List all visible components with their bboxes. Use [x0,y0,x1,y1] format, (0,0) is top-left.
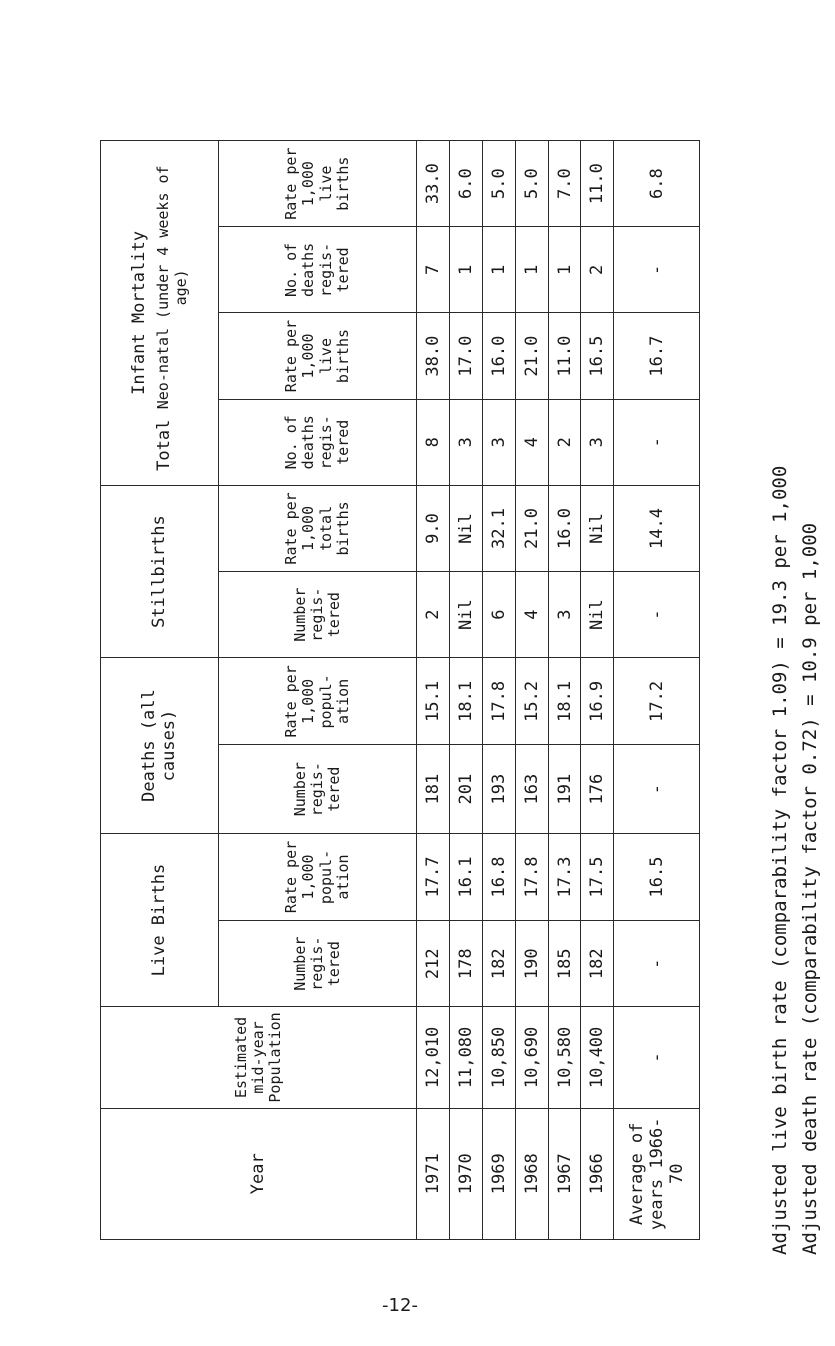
cell-lb-number: 185 [548,921,581,1007]
cell-d-number: 176 [581,745,614,833]
cell-sb-number: 6 [482,572,515,658]
cell-lb-number: 190 [515,921,548,1007]
live-births-header: Live Births [101,833,219,1006]
cell-sb-number: Nil [449,572,482,658]
cell-year: 1967 [548,1108,581,1239]
table-row [449,141,482,1240]
cell-d-rate: 16.9 [581,658,614,745]
cell-im-total-rate: 17.0 [449,313,482,399]
cell-sb-number: - [614,572,700,658]
vital-statistics-table-rotated [100,140,700,1240]
footnotes [765,315,835,1255]
cell-im-nn-deaths: - [614,227,700,313]
table-body [416,141,699,1240]
cell-d-rate: 17.8 [482,658,515,745]
year-header: Year [101,1108,417,1239]
cell-im-total-rate: 16.7 [614,313,700,399]
im-nn-rate-header: Rate per 1,000 live births [219,141,416,227]
lb-number-header: Number regis-tered [219,921,416,1007]
infant-total-header: Total [154,419,175,471]
cell-im-nn-rate: 33.0 [416,141,449,227]
table-row [614,141,700,1240]
adjusted-birth-rate-note: Adjusted live birth rate (comparability factor 1.09) = 19.3 per 1,000 [769,465,791,1255]
deaths-header: Deaths (all causes) [101,658,219,834]
cell-sb-number: Nil [581,572,614,658]
table-row [416,141,449,1240]
d-number-header: Number regis-tered [219,745,416,833]
cell-im-total-rate: 16.0 [482,313,515,399]
cell-im-total-deaths: 4 [515,399,548,485]
cell-im-nn-rate: 11.0 [581,141,614,227]
cell-lb-number: 212 [416,921,449,1007]
cell-d-number: - [614,745,700,833]
im-total-deaths-header: No. of deaths regis-tered [219,399,416,485]
infant-mortality-title: Infant Mortality [128,231,149,395]
cell-year: 1968 [515,1108,548,1239]
sb-number-header: Number regis-tered [219,572,416,658]
cell-im-nn-deaths: 1 [548,227,581,313]
cell-sb-rate: 32.1 [482,485,515,571]
cell-year: 1970 [449,1108,482,1239]
adjusted-death-rate-note: Adjusted death rate (comparability factor 0.72) = 10.9 per 1,000 [799,522,821,1255]
cell-population: - [614,1007,700,1108]
cell-population: 10,400 [581,1007,614,1108]
cell-lb-number: 182 [482,921,515,1007]
cell-im-nn-rate: 6.8 [614,141,700,227]
cell-lb-rate: 17.7 [416,833,449,920]
cell-im-total-rate: 16.5 [581,313,614,399]
cell-im-nn-deaths: 1 [515,227,548,313]
header-row-groups [101,141,219,1240]
cell-lb-rate: 17.5 [581,833,614,920]
cell-sb-number: 4 [515,572,548,658]
cell-im-nn-deaths: 7 [416,227,449,313]
im-nn-deaths-header: No. of deaths regis-tered [219,227,416,313]
stillbirths-header: Stillbirths [101,485,219,657]
cell-lb-number: 182 [581,921,614,1007]
cell-im-total-deaths: 3 [449,399,482,485]
cell-im-total-deaths: 3 [581,399,614,485]
neonatal-header: Neo-natal (under 4 weeks of age) [154,165,190,410]
cell-d-rate: 15.1 [416,658,449,745]
cell-im-total-rate: 11.0 [548,313,581,399]
cell-population: 11,080 [449,1007,482,1108]
cell-im-nn-rate: 7.0 [548,141,581,227]
cell-d-rate: 15.2 [515,658,548,745]
cell-d-rate: 18.1 [548,658,581,745]
table-row [482,141,515,1240]
cell-d-rate: 17.2 [614,658,700,745]
im-total-rate-header: Rate per 1,000 live births [219,313,416,399]
cell-d-number: 193 [482,745,515,833]
sb-rate-header: Rate per 1,000 total births [219,485,416,571]
cell-d-number: 163 [515,745,548,833]
cell-im-nn-rate: 5.0 [515,141,548,227]
cell-year: 1966 [581,1108,614,1239]
cell-im-total-rate: 21.0 [515,313,548,399]
cell-im-nn-deaths: 1 [449,227,482,313]
d-rate-header: Rate per 1,000 popul-ation [219,658,416,745]
page-number: -12- [382,1295,418,1316]
table-row [548,141,581,1240]
cell-population: 10,850 [482,1007,515,1108]
cell-sb-number: 2 [416,572,449,658]
cell-year: 1969 [482,1108,515,1239]
cell-d-number: 181 [416,745,449,833]
lb-rate-header: Rate per 1,000 popul-ation [219,833,416,920]
table-row [515,141,548,1240]
cell-year: 1971 [416,1108,449,1239]
cell-im-total-deaths: 3 [482,399,515,485]
cell-im-nn-rate: 6.0 [449,141,482,227]
cell-im-total-deaths: 2 [548,399,581,485]
population-header: Estimated mid-year Population [101,1007,417,1108]
infant-mortality-header [101,141,219,486]
cell-d-number: 191 [548,745,581,833]
cell-im-nn-deaths: 2 [581,227,614,313]
cell-sb-rate: 14.4 [614,485,700,571]
cell-population: 12,010 [416,1007,449,1108]
cell-d-number: 201 [449,745,482,833]
cell-lb-rate: 16.8 [482,833,515,920]
cell-im-total-deaths: - [614,399,700,485]
cell-lb-number: - [614,921,700,1007]
cell-lb-rate: 17.3 [548,833,581,920]
cell-population: 10,690 [515,1007,548,1108]
cell-year: Average of years 1966-70 [614,1108,700,1239]
cell-im-nn-rate: 5.0 [482,141,515,227]
cell-d-rate: 18.1 [449,658,482,745]
cell-sb-rate: 9.0 [416,485,449,571]
cell-sb-rate: 21.0 [515,485,548,571]
cell-lb-number: 178 [449,921,482,1007]
cell-population: 10,580 [548,1007,581,1108]
vital-statistics-table [100,140,700,1240]
cell-sb-number: 3 [548,572,581,658]
cell-im-nn-deaths: 1 [482,227,515,313]
table-row [581,141,614,1240]
cell-lb-rate: 16.5 [614,833,700,920]
cell-sb-rate: 16.0 [548,485,581,571]
cell-lb-rate: 17.8 [515,833,548,920]
cell-im-total-rate: 38.0 [416,313,449,399]
cell-im-total-deaths: 8 [416,399,449,485]
cell-sb-rate: Nil [449,485,482,571]
cell-sb-rate: Nil [581,485,614,571]
cell-lb-rate: 16.1 [449,833,482,920]
